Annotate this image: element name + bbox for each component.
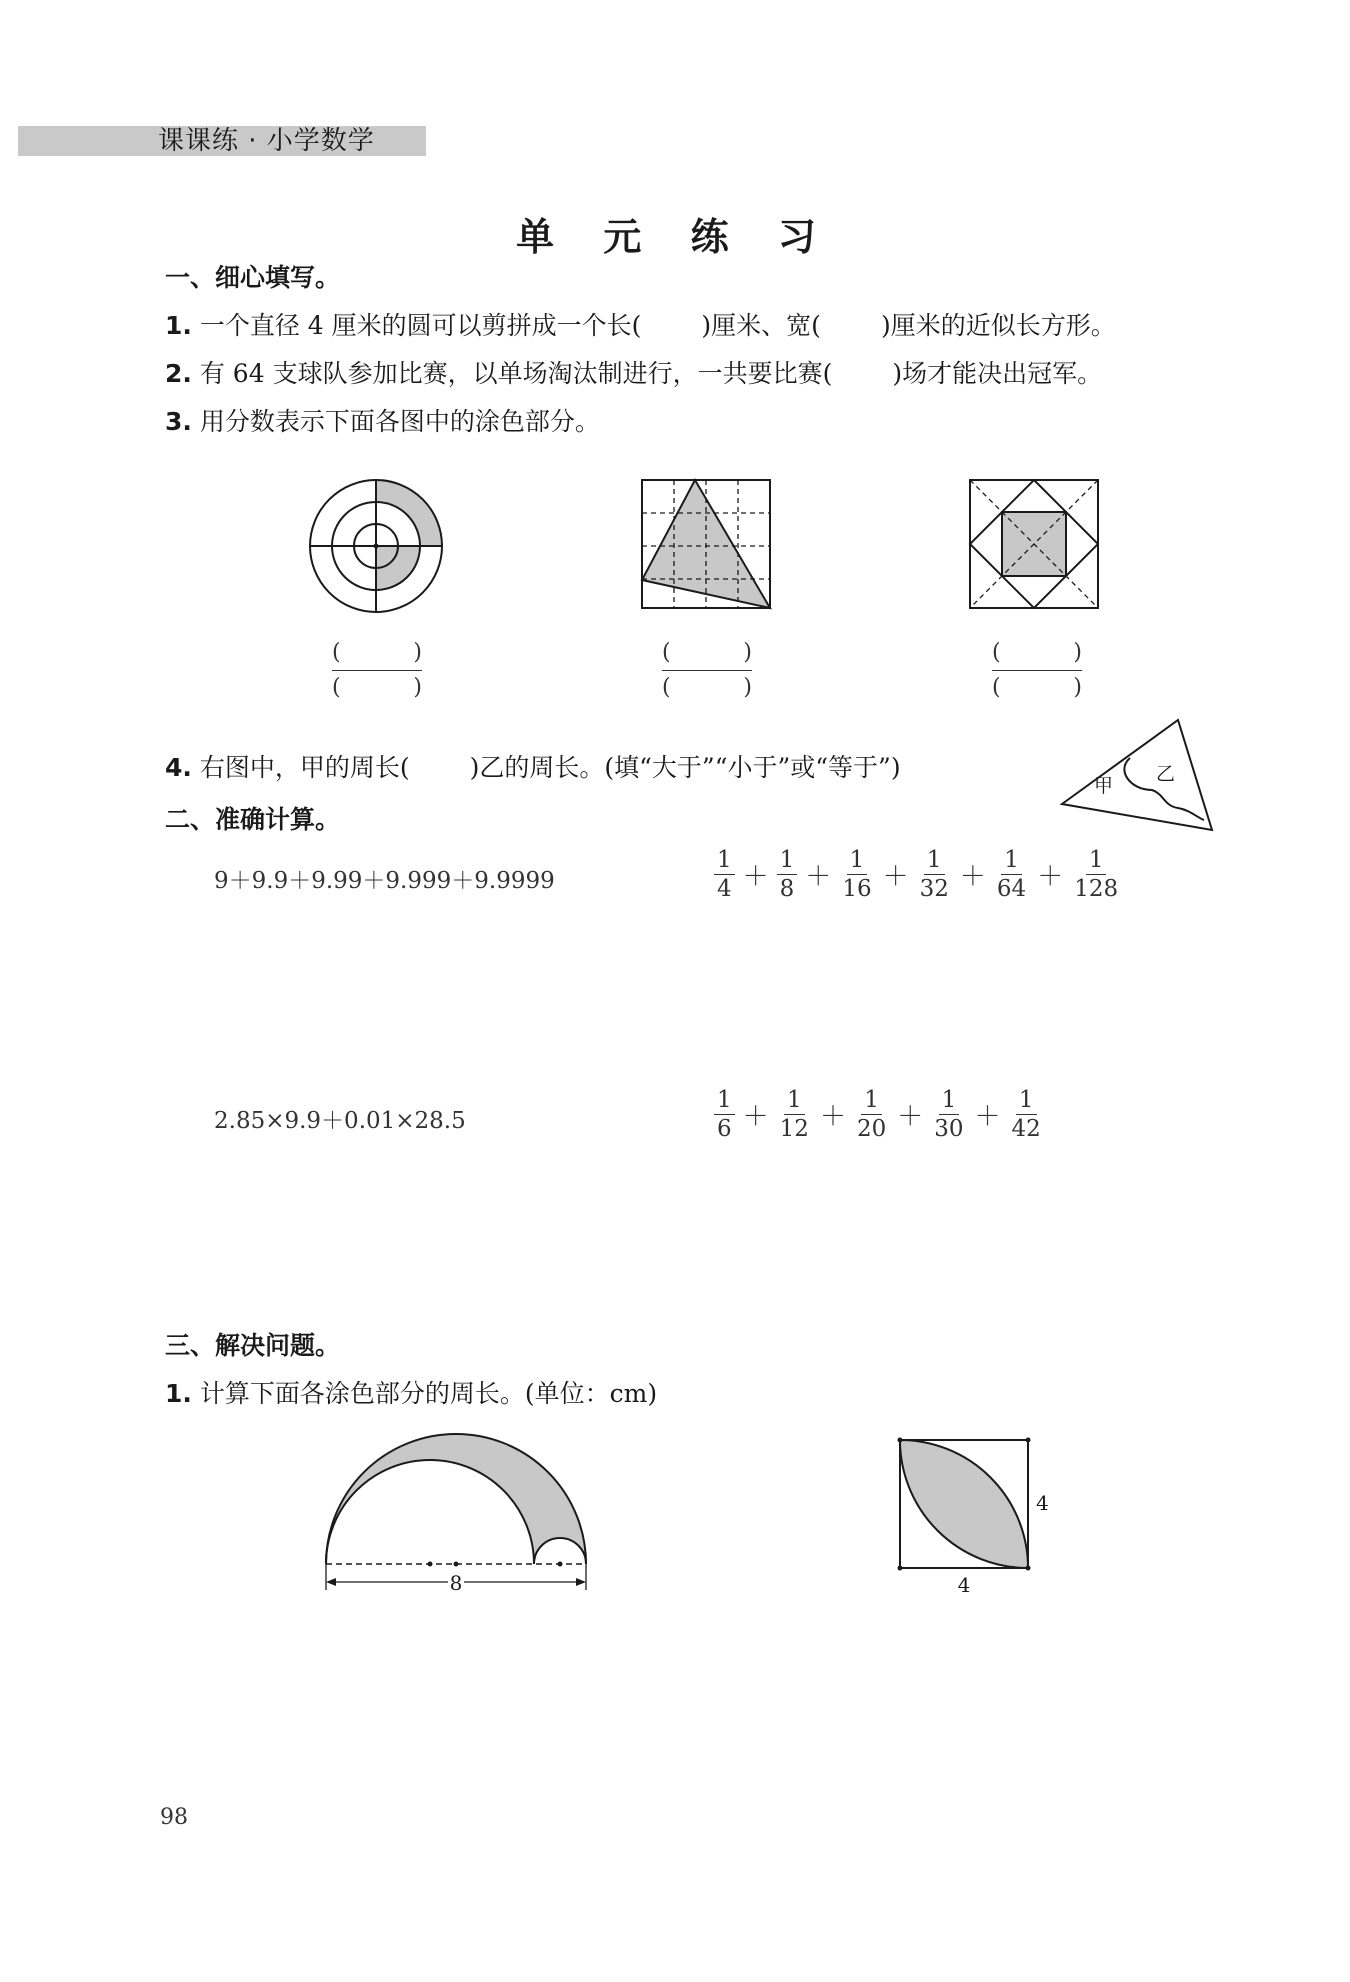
paren: ( xyxy=(662,675,671,700)
denominator: 42 xyxy=(1011,1116,1041,1142)
paren: ) xyxy=(1073,640,1082,665)
plus-sign: ＋ xyxy=(897,1102,924,1132)
fraction xyxy=(714,846,735,903)
question-3-1 xyxy=(165,1374,657,1410)
question-number: 2. xyxy=(165,359,192,388)
nested-squares-figure xyxy=(968,478,1100,610)
label-yi: 乙 xyxy=(1156,763,1176,785)
paren: ( xyxy=(992,675,1001,700)
expression-3: 2.85×9.9＋0.01×28.5 xyxy=(214,1108,466,1134)
numerator: 1 xyxy=(714,1086,735,1115)
numerator: 1 xyxy=(777,846,798,875)
question-text: )厘米、宽( xyxy=(701,311,821,340)
denominator: 64 xyxy=(996,876,1027,902)
expression-2 xyxy=(712,846,1123,903)
answer-fraction-c[interactable] xyxy=(992,640,1082,701)
fraction-bar xyxy=(332,670,422,671)
question-number: 1. xyxy=(165,311,192,340)
section-heading-1: 一、细心填写。 xyxy=(165,263,341,292)
denominator: 12 xyxy=(779,1116,809,1142)
question-text: 用分数表示下面各图中的涂色部分。 xyxy=(199,407,600,436)
expression-1: 9＋9.9＋9.99＋9.999＋9.9999 xyxy=(214,868,555,894)
question-1-2 xyxy=(165,354,1102,390)
semicircle-figure xyxy=(322,1448,592,1598)
paren: ) xyxy=(1073,675,1082,700)
denominator: 4 xyxy=(717,876,732,902)
fraction xyxy=(777,1086,812,1143)
question-1-3 xyxy=(165,402,600,438)
denominator: 20 xyxy=(856,1116,887,1142)
plus-sign: ＋ xyxy=(1037,862,1064,892)
numerator: 1 xyxy=(924,846,945,875)
question-number: 1. xyxy=(165,1379,192,1408)
paren: ) xyxy=(413,640,422,665)
question-text: 有 64 支球队参加比赛，以单场淘汰制进行，一共要比赛( xyxy=(199,359,833,388)
question-number: 3. xyxy=(165,407,192,436)
page-title: 单 元 练 习 xyxy=(516,215,834,259)
book-title: 课课练 · 小学数学 xyxy=(158,126,375,156)
plus-sign: ＋ xyxy=(805,862,832,892)
fraction xyxy=(917,846,952,903)
label-jia: 甲 xyxy=(1094,775,1114,797)
question-number: 4. xyxy=(165,753,192,782)
numerator: 1 xyxy=(847,846,868,875)
bottom-label: 4 xyxy=(957,1573,971,1597)
fraction xyxy=(994,846,1029,903)
question-text: 一个直径 4 厘米的圆可以剪拼成一个长( xyxy=(199,311,642,340)
fraction xyxy=(714,1086,735,1143)
denominator: 8 xyxy=(779,876,795,902)
numerator: 1 xyxy=(1001,846,1022,875)
fraction xyxy=(854,1086,889,1143)
question-1-4 xyxy=(165,748,901,784)
denominator: 6 xyxy=(717,1116,732,1142)
fraction xyxy=(777,846,798,903)
page-number: 98 xyxy=(160,1805,188,1830)
section-heading-3: 三、解决问题。 xyxy=(165,1331,341,1360)
paren: ( xyxy=(332,675,341,700)
jia-yi-triangle-figure xyxy=(1060,718,1216,832)
fraction xyxy=(1071,846,1121,903)
plus-sign: ＋ xyxy=(959,862,986,892)
question-text: )乙的周长。(填“大于”“小于”或“等于”) xyxy=(469,753,901,782)
expression-4 xyxy=(712,1086,1046,1143)
question-text: 右图中，甲的周长( xyxy=(199,753,410,782)
triangle-grid-figure xyxy=(640,478,772,610)
numerator: 1 xyxy=(939,1086,960,1115)
denominator: 32 xyxy=(919,876,949,902)
paren: ) xyxy=(743,640,752,665)
leaf-square-figure xyxy=(896,1436,1066,1596)
numerator: 1 xyxy=(1016,1086,1037,1115)
paren: ( xyxy=(992,640,1001,665)
denominator: 16 xyxy=(842,876,872,902)
side-label: 4 xyxy=(1036,1491,1049,1515)
question-text: )场才能决出冠军。 xyxy=(892,359,1103,388)
numerator: 1 xyxy=(1086,846,1107,875)
denominator: 128 xyxy=(1074,876,1119,902)
plus-sign: ＋ xyxy=(742,1102,769,1132)
fraction-bar xyxy=(992,670,1082,671)
paren: ( xyxy=(332,640,341,665)
paren: ( xyxy=(662,640,671,665)
fraction xyxy=(839,846,874,903)
question-1-1 xyxy=(165,306,1116,342)
plus-sign: ＋ xyxy=(819,1102,846,1132)
paren: ) xyxy=(743,675,752,700)
dimension-label: 8 xyxy=(449,1571,463,1595)
plus-sign: ＋ xyxy=(742,862,769,892)
fraction xyxy=(1009,1086,1044,1143)
numerator: 1 xyxy=(861,1086,882,1115)
paren: ) xyxy=(413,675,422,700)
concentric-circles-figure xyxy=(308,478,444,614)
numerator: 1 xyxy=(714,846,735,875)
denominator: 30 xyxy=(934,1116,964,1142)
answer-fraction-b[interactable] xyxy=(662,640,752,701)
section-heading-2: 二、准确计算。 xyxy=(165,805,341,834)
answer-fraction-a[interactable] xyxy=(332,640,422,701)
question-text: 计算下面各涂色部分的周长。(单位：cm) xyxy=(199,1379,658,1408)
plus-sign: ＋ xyxy=(974,1102,1001,1132)
numerator: 1 xyxy=(784,1086,805,1115)
fraction xyxy=(931,1086,966,1143)
question-text: )厘米的近似长方形。 xyxy=(880,311,1116,340)
fraction-bar xyxy=(662,670,752,671)
plus-sign: ＋ xyxy=(882,862,909,892)
